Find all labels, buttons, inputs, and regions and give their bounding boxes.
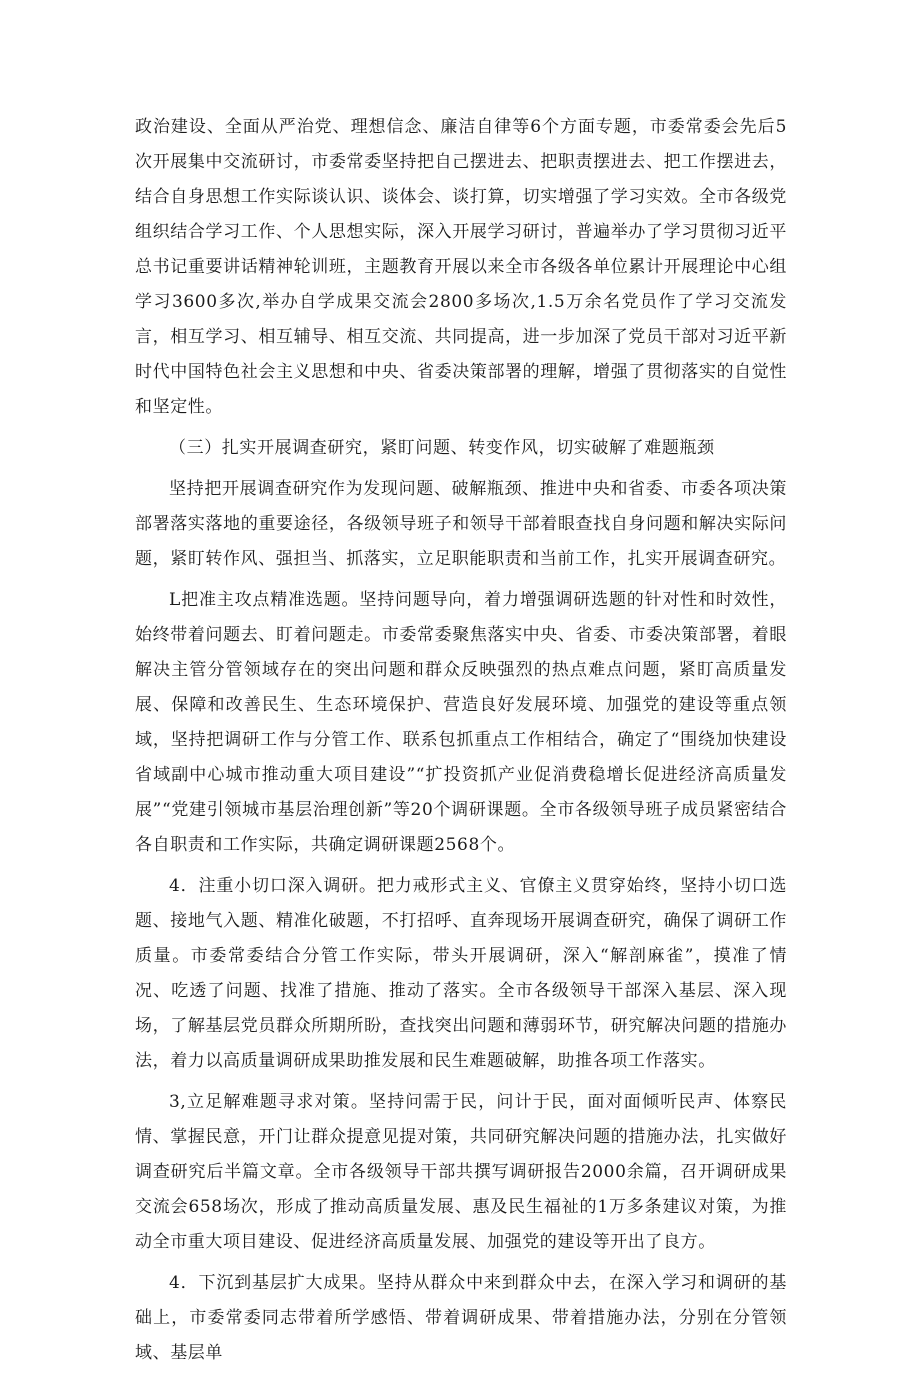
paragraph-intro: 坚持把开展调查研究作为发现问题、破解瓶颈、推进中央和省委、市委各项决策部署落实落地的重要途径，各级领导班子和领导干部着眼查找自身问题和解决实际问题，紧盯转作风、强担当、抓落实，立足职能职责和当前工作，扎实开展调查研究。 bbox=[135, 479, 787, 569]
paragraph-item-4: 4．下沉到基层扩大成果。坚持从群众中来到群众中去，在深入学习和调研的基础上，市委常委同志带着所学感悟、带着调研成果、带着措施办法，分别在分管领域、基层单 bbox=[135, 1273, 787, 1363]
document-page bbox=[135, 110, 787, 1377]
paragraph-item-1: L把准主攻点精准选题。坚持问题导向，着力增强调研选题的针对性和时效性，始终带着问题去、盯着问题走。市委常委聚焦落实中央、省委、市委决策部署，着眼解决主管分管领域存在的突出问题和群众反映强烈的热点难点问题，紧盯高质量发展、保障和改善民生、生态环境保护、营造良好发展环境、加强党的建设等重点领域，坚持把调研工作与分管工作、联系包抓重点工作相结合，确定了“围绕加快建设省域副中心城市推动重大项目建设”“扩投资抓产业促消费稳增长促进经济高质量发展”“党建引领城市基层治理创新”等20个调研课题。全市各级领导班子成员紧密结合各自职责和工作实际，共确定调研课题2568个。 bbox=[135, 590, 787, 855]
paragraph-item-3: 3,立足解难题寻求对策。坚持问需于民，问计于民，面对面倾听民声、体察民情、掌握民意，开门让群众提意见提对策，共同研究解决问题的措施办法，扎实做好调查研究后半篇文章。全市各级领导干部共撰写调研报告2000余篇，召开调研成果交流会658场次，形成了推动高质量发展、惠及民生福祉的1万多条建议对策，为推动全市重大项目建设、促进经济高质量发展、加强党的建设等开出了良方。 bbox=[135, 1092, 787, 1252]
paragraph-item-2: 4．注重小切口深入调研。把力戒形式主义、官僚主义贯穿始终，坚持小切口选题、接地气入题、精准化破题，不打招呼、直奔现场开展调查研究，确保了调研工作质量。市委常委结合分管工作实际，带头开展调研，深入“解剖麻雀”，摸准了情况、吃透了问题、找准了措施、推动了落实。全市各级领导干部深入基层、深入现场，了解基层党员群众所期所盼，查找突出问题和薄弱环节，研究解决问题的措施办法，着力以高质量调研成果助推发展和民生难题破解，助推各项工作落实。 bbox=[135, 876, 787, 1071]
section-heading: （三）扎实开展调查研究，紧盯问题、转变作风，切实破解了难题瓶颈 bbox=[169, 438, 715, 458]
paragraph-continuation: 政治建设、全面从严治党、理想信念、廉洁自律等6个方面专题，市委常委会先后5次开展集中交流研讨，市委常委坚持把自己摆进去、把职责摆进去、把工作摆进去，结合自身思想工作实际谈认识、谈体会、谈打算，切实增强了学习实效。全市各级党组织结合学习工作、个人思想实际，深入开展学习研讨，普遍举办了学习贯彻习近平总书记重要讲话精神轮训班，主题教育开展以来全市各级各单位累计开展理论中心组学习3600多次,举办自学成果交流会2800多场次,1.5万余名党员作了学习交流发言，相互学习、相互辅导、相互交流、共同提高，进一步加深了党员干部对习近平新时代中国特色社会主义思想和中央、省委决策部署的理解，增强了贯彻落实的自觉性和坚定性。 bbox=[135, 117, 787, 417]
